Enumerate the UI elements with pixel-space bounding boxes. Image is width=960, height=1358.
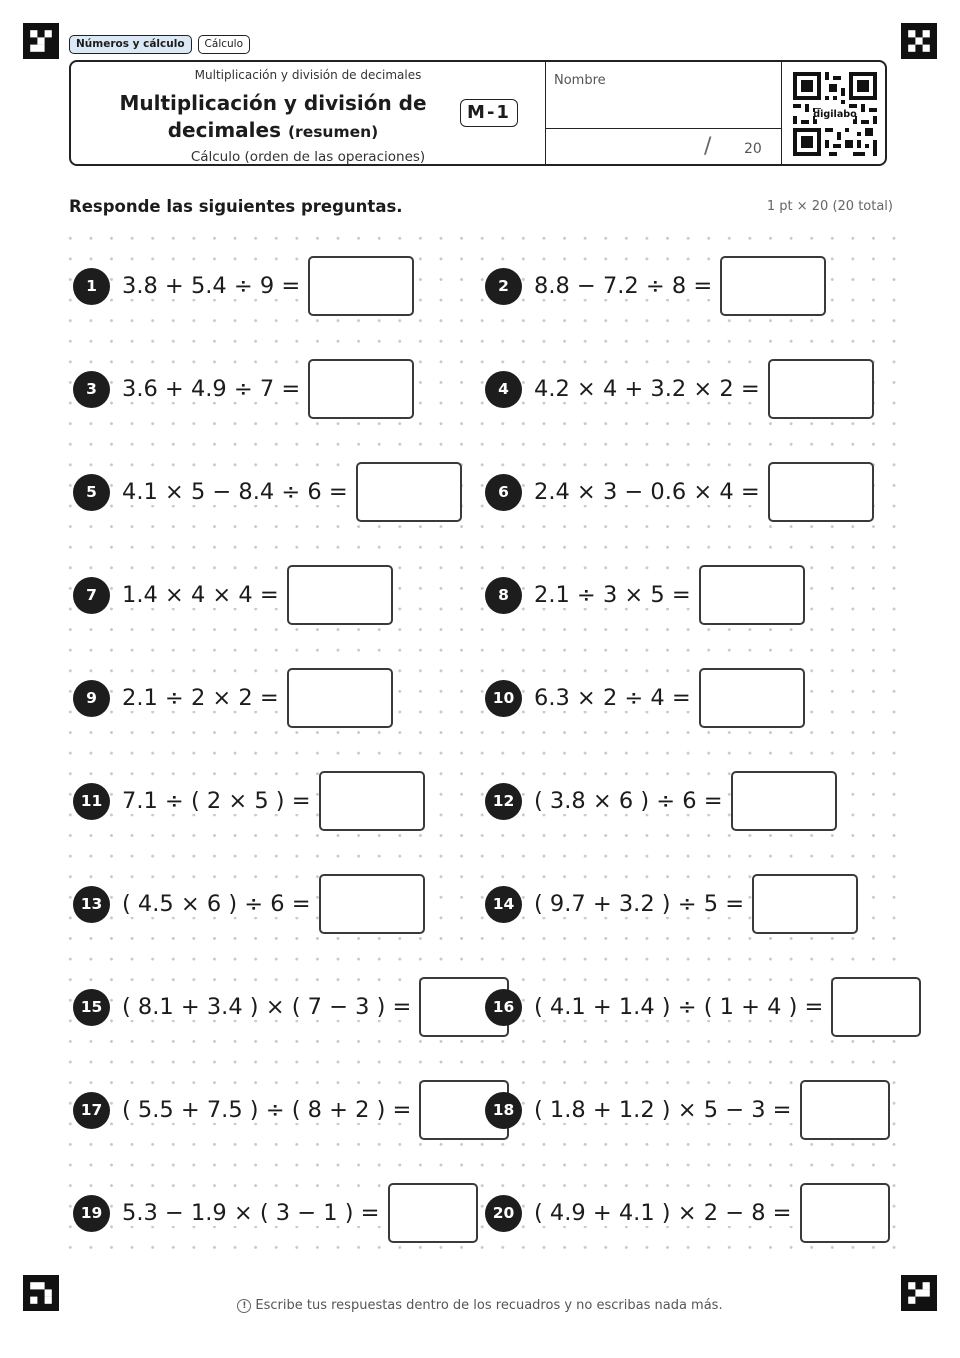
problem-11 [73, 769, 425, 833]
worksheet-header [69, 60, 887, 166]
answer-box[interactable] [308, 359, 414, 419]
answer-box[interactable] [319, 771, 425, 831]
problem-expression: 3.6 + 4.9 ÷ 7 = [122, 376, 301, 402]
score-total: 20 [744, 141, 762, 157]
problem-9 [73, 666, 393, 730]
title-line-2: decimales [167, 118, 281, 142]
problem-number: 10 [485, 680, 522, 717]
problem-expression: ( 1.8 + 1.2 ) × 5 − 3 = [534, 1097, 792, 1123]
tag-subtopic: Cálculo [198, 35, 250, 54]
problem-13 [73, 872, 425, 936]
problem-expression: 3.8 + 5.4 ÷ 9 = [122, 273, 301, 299]
problem-number: 20 [485, 1195, 522, 1232]
problem-expression: 2.1 ÷ 3 × 5 = [534, 582, 691, 608]
problem-7 [73, 563, 393, 627]
answer-box[interactable] [388, 1183, 478, 1243]
corner-marker-top-right [901, 23, 937, 59]
problem-17 [73, 1078, 509, 1142]
problem-number: 7 [73, 577, 110, 614]
problem-number: 5 [73, 474, 110, 511]
problem-expression: ( 4.1 + 1.4 ) ÷ ( 1 + 4 ) = [534, 994, 824, 1020]
problem-expression: 7.1 ÷ ( 2 × 5 ) = [122, 788, 311, 814]
right-margin [896, 0, 960, 1358]
problem-number: 6 [485, 474, 522, 511]
answer-box[interactable] [308, 256, 414, 316]
problem-number: 3 [73, 371, 110, 408]
answer-box[interactable] [699, 565, 805, 625]
info-icon: ! [237, 1299, 251, 1313]
problem-expression: ( 4.5 × 6 ) ÷ 6 = [122, 891, 311, 917]
problem-number: 15 [73, 989, 110, 1026]
problem-expression: ( 3.8 × 6 ) ÷ 6 = [534, 788, 723, 814]
header-subtitle-bottom: Cálculo (orden de las operaciones) [190, 149, 426, 165]
problem-expression: 6.3 × 2 ÷ 4 = [534, 685, 691, 711]
footer-note [0, 1298, 960, 1313]
problem-expression: 2.4 × 3 − 0.6 × 4 = [534, 479, 760, 505]
header-divider-3 [545, 128, 781, 129]
problem-expression: ( 4.9 + 4.1 ) × 2 − 8 = [534, 1200, 792, 1226]
problem-number: 19 [73, 1195, 110, 1232]
problem-18 [485, 1078, 890, 1142]
answer-box[interactable] [699, 668, 805, 728]
problem-19 [73, 1181, 478, 1245]
problem-2 [485, 254, 826, 318]
problem-number: 9 [73, 680, 110, 717]
problem-expression: 1.4 × 4 × 4 = [122, 582, 279, 608]
problem-expression: 4.2 × 4 + 3.2 × 2 = [534, 376, 760, 402]
header-subtitle-top: Multiplicación y división de decimales [194, 68, 422, 82]
problem-1 [73, 254, 414, 318]
problem-14 [485, 872, 858, 936]
problem-number: 14 [485, 886, 522, 923]
points-info: 1 pt × 20 (20 total) [766, 199, 893, 214]
problem-6 [485, 460, 874, 524]
problem-4 [485, 357, 874, 421]
problem-number: 1 [73, 268, 110, 305]
problem-number: 13 [73, 886, 110, 923]
name-field[interactable] [547, 90, 779, 126]
problem-number: 8 [485, 577, 522, 614]
worksheet-code: M-1 [460, 99, 518, 127]
answer-box[interactable] [800, 1080, 890, 1140]
answer-box[interactable] [356, 462, 462, 522]
problem-number: 16 [485, 989, 522, 1026]
score-slash: / [704, 134, 712, 159]
problem-3 [73, 357, 414, 421]
problem-number: 11 [73, 783, 110, 820]
problem-number: 18 [485, 1092, 522, 1129]
answer-box[interactable] [731, 771, 837, 831]
problem-number: 4 [485, 371, 522, 408]
problem-number: 17 [73, 1092, 110, 1129]
problem-20 [485, 1181, 890, 1245]
problem-expression: ( 8.1 + 3.4 ) × ( 7 − 3 ) = [122, 994, 412, 1020]
problem-15 [73, 975, 509, 1039]
answer-box[interactable] [752, 874, 858, 934]
worksheet-title [71, 90, 475, 146]
problem-16 [485, 975, 921, 1039]
problem-expression: ( 5.5 + 7.5 ) ÷ ( 8 + 2 ) = [122, 1097, 412, 1123]
problem-expression: 5.3 − 1.9 × ( 3 − 1 ) = [122, 1200, 380, 1226]
answer-box[interactable] [287, 668, 393, 728]
header-divider-1 [545, 62, 546, 164]
problem-expression: 8.8 − 7.2 ÷ 8 = [534, 273, 713, 299]
instruction-text: Responde las siguientes preguntas. [69, 197, 407, 216]
category-tags [69, 35, 250, 54]
name-field-label: Nombre [554, 73, 606, 88]
answer-box[interactable] [768, 462, 874, 522]
problem-expression: 2.1 ÷ 2 × 2 = [122, 685, 279, 711]
answer-box[interactable] [720, 256, 826, 316]
problem-expression: 4.1 × 5 − 8.4 ÷ 6 = [122, 479, 348, 505]
problem-expression: ( 9.7 + 3.2 ) ÷ 5 = [534, 891, 745, 917]
title-line-1: Multiplicación y división de [119, 91, 427, 115]
problem-5 [73, 460, 462, 524]
tag-topic: Números y cálculo [69, 35, 192, 54]
answer-box[interactable] [287, 565, 393, 625]
answer-box[interactable] [800, 1183, 890, 1243]
problem-10 [485, 666, 805, 730]
answer-box[interactable] [831, 977, 921, 1037]
header-divider-2 [781, 62, 782, 164]
title-suffix: (resumen) [287, 123, 379, 141]
problem-12 [485, 769, 837, 833]
answer-box[interactable] [768, 359, 874, 419]
qr-label: digilabo [813, 109, 857, 121]
footer-text: Escribe tus respuestas dentro de los recuadros y no escribas nada más. [255, 1298, 723, 1313]
left-margin [0, 0, 64, 1358]
answer-box[interactable] [319, 874, 425, 934]
problem-number: 12 [485, 783, 522, 820]
problem-8 [485, 563, 805, 627]
corner-marker-top-left [23, 23, 59, 59]
problem-number: 2 [485, 268, 522, 305]
qr-code-icon [793, 72, 877, 156]
